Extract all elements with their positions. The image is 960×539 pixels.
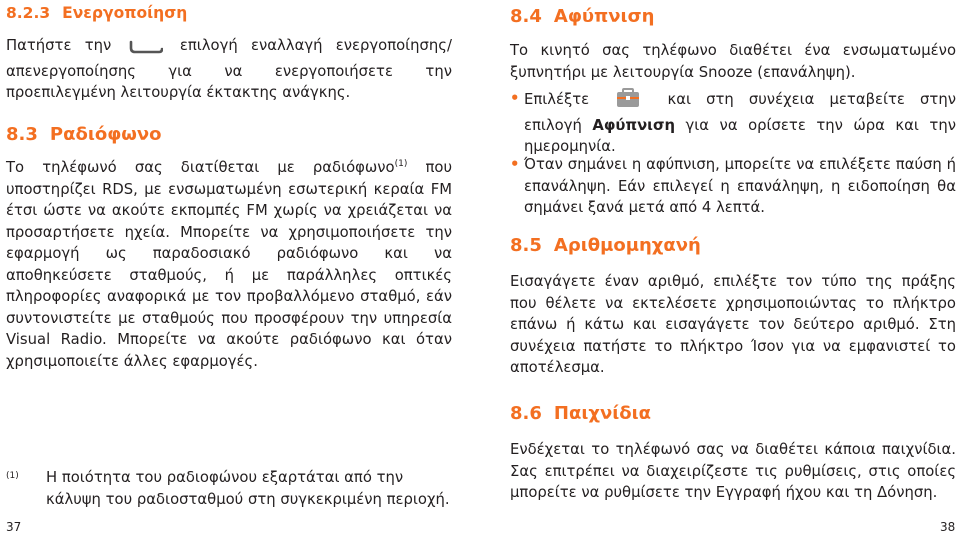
section-number: 8.2.3 xyxy=(6,4,51,22)
list-item-text: Επιλέξτε xyxy=(524,91,590,108)
list-item-text: για να ορίσετε την ώρα και την ημερομηνία. xyxy=(524,116,956,155)
section-8-4-heading xyxy=(510,6,654,27)
section-8-4-intro: Το κινητό σας τηλέφωνο διαθέτει ένα ενσωματωμένο ξυπνητήρι με λειτουργία Snooze (επανάληψη). xyxy=(510,42,956,81)
section-title: Αφύπνιση xyxy=(553,6,655,27)
section-8-2-3-text xyxy=(6,35,452,104)
section-number: 8.3 xyxy=(6,124,38,145)
section-number: 8.6 xyxy=(510,403,542,424)
footnote-ref: (1) xyxy=(394,159,408,170)
section-number: 8.4 xyxy=(510,6,542,27)
section-8-5-heading xyxy=(510,235,701,256)
bullet-marker: • xyxy=(510,90,520,107)
alarm-menu-label: Αφύπνιση xyxy=(592,116,676,134)
section-8-2-3-heading xyxy=(6,4,187,22)
section-8-6-text: Ενδέχεται το τηλέφωνό σας να διαθέτει κάποια παιχνίδια. Σας επιτρέπει να διαχειρίζεστε τις ρυθμίσεις, στις οποίες μπορείτε να ρυθμίσετε την Εγγραφή ήχου και τη Δόνηση. xyxy=(510,441,956,501)
page-number: 37 xyxy=(6,520,22,534)
list-item xyxy=(510,88,956,158)
section-title: Ενεργοποίηση xyxy=(62,4,188,22)
paragraph-text: Πατήστε την xyxy=(6,37,112,54)
paragraph-text: που υποστηρίζει RDS, με ενσωματωμένη εσωτερική κεραία FM έτσι ώστε να ακούτε εκπομπές FM χωρίς να χρειάζεται να προσαρτήσετε ηχεία. Μπορείτε να χρησιμοποιήσετε την εφαρμογή ως παραδοσιακό ραδιόφωνο και να αποθηκεύσετε σταθμούς, ή με παράλληλες οπτικές πληροφορίες αναφορικά με τον προβαλλόμενο σταθμό, εάν συντονιστείτε με σταθμούς που προσφέρουν την υπηρεσία Visual Radio. Μπορείτε να ακούτε ραδιόφωνο και όταν χρησιμοποιείτε άλλες εφαρμογές. xyxy=(6,159,453,370)
list-item-text: Όταν σημάνει η αφύπνιση, μπορείτε να επιλέξετε παύση ή επανάληψη. Εάν επιλεγεί η επανάληψη, η ειδοποίηση θα σημάνει ξανά μετά από 4 λεπτά. xyxy=(524,156,956,216)
section-8-3-text xyxy=(6,157,452,372)
section-8-5-text: Εισαγάγετε έναν αριθμό, επιλέξτε τον τύπο της πράξης που θέλετε να εκτελέσετε χρησιμοποιώντας το πλήκτρο επάνω ή κάτω και εισαγάγετε τον δεύτερο αριθμό. Στη συνέχεια πατήστε το πλήκτρο Ίσον για να εμφανιστεί το αποτέλεσμα. xyxy=(510,273,956,376)
page-number: 38 xyxy=(940,520,956,534)
tools-briefcase-icon xyxy=(608,88,648,115)
emergency-toggle-icon xyxy=(129,39,163,61)
footnote-mark: (1) xyxy=(6,471,19,481)
section-title: Παιχνίδια xyxy=(553,403,651,424)
paragraph-text: επιλογή εναλλαγή ενεργοποίησης/ απενεργοποίησης για να ενεργοποιήσετε την προεπιλεγμένη λειτουργία έκτακτης ανάγκης. xyxy=(6,37,452,101)
list-item-text: και στη συνέχεια μεταβείτε στην επιλογή xyxy=(524,91,956,134)
footnote-text: Η ποιότητα του ραδιοφώνου εξαρτάται από την κάλυψη του ραδιοσταθμού στη συγκεκριμένη περιοχή. xyxy=(46,469,450,508)
section-number: 8.5 xyxy=(510,235,542,256)
bullet-marker: • xyxy=(510,156,520,173)
list-item xyxy=(510,154,956,219)
section-8-6-heading xyxy=(510,403,651,424)
section-8-3-heading xyxy=(6,124,162,145)
section-title: Αριθμομηχανή xyxy=(553,235,701,256)
paragraph-text: Το τηλέφωνό σας διατίθεται με ραδιόφωνο xyxy=(6,159,395,176)
section-title: Ραδιόφωνο xyxy=(49,124,162,145)
